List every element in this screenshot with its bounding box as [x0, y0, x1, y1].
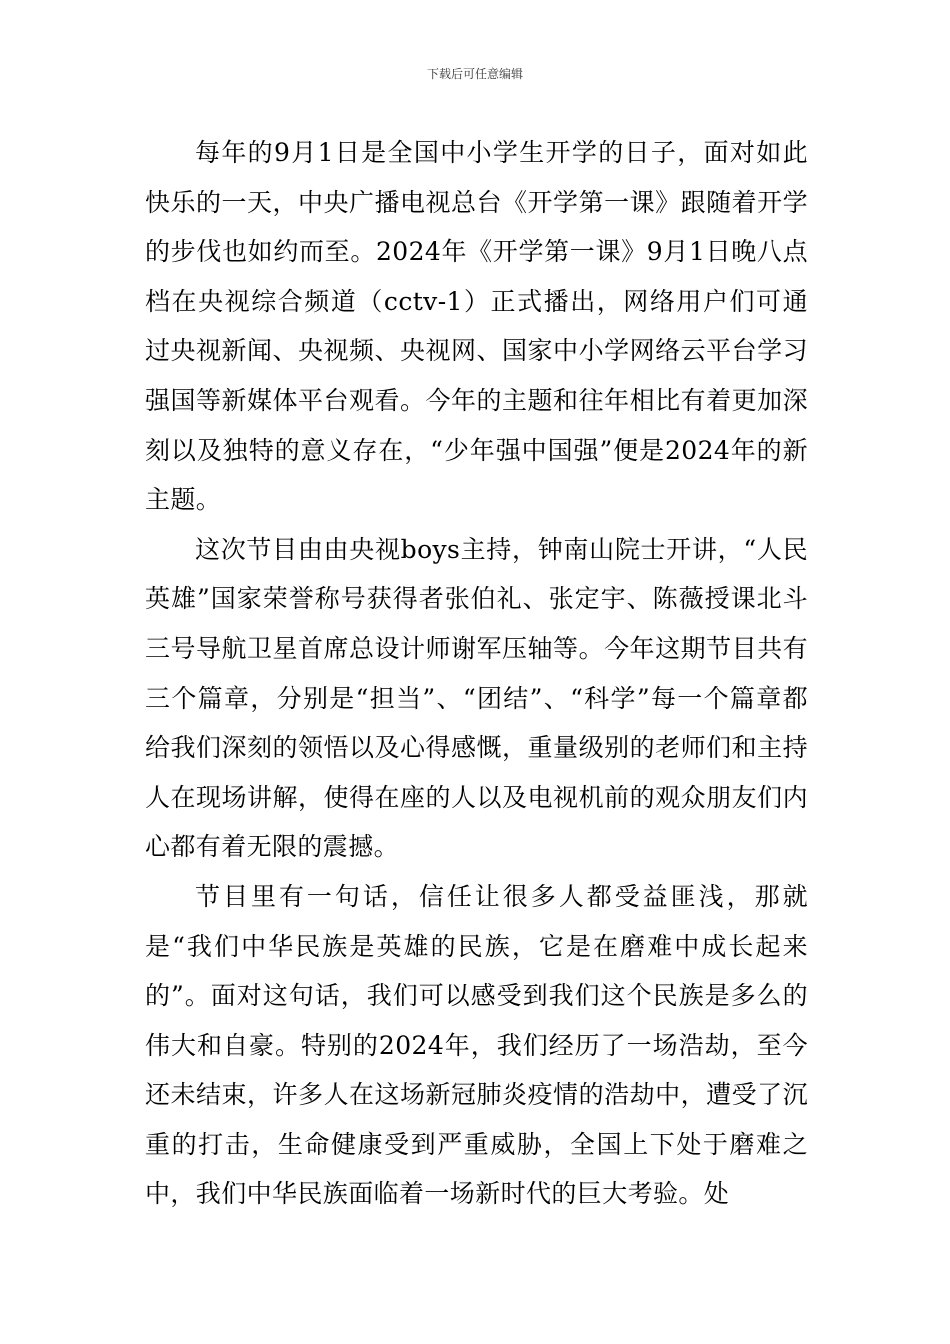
paragraph-1: 每年的9月1日是全国中小学生开学的日子，面对如此快乐的一天，中央广播电视总台《开学第一课》跟随着开学的步伐也如约而至。2024年《开学第一课》9月1日晚八点档在央视综合频道（cctv-1）正式播出，网络用户们可通过央视新闻、央视频、央视网、国家中小学网络云平台学习强国等新媒体平台观看。今年的主题和往年相比有着更加深刻以及独特的意义存在，“少年强中国强”便是2024年的新主题。 [145, 138, 808, 515]
paragraph-3: 节目里有一句话，信任让很多人都受益匪浅，那就是“我们中华民族是英雄的民族，它是在磨难中成长起来的”。面对这句话，我们可以感受到我们这个民族是多么的伟大和自豪。特别的2024年，我们经历了一场浩劫，至今还未结束，许多人在这场新冠肺炎疫情的浩劫中，遭受了沉重的打击，生命健康受到严重威胁，全国上下处于磨难之中，我们中华民族面临着一场新时代的巨大考验。处 [145, 881, 808, 1209]
paragraph-2: 这次节目由由央视boys主持，钟南山院士开讲，“人民英雄”国家荣誉称号获得者张伯礼、张定宇、陈薇授课北斗三号导航卫星首席总设计师谢军压轴等。今年这期节目共有三个篇章，分别是“担当”、“团结”、“科学”每一个篇章都给我们深刻的领悟以及心得感慨，重量级别的老师们和主持人在现场讲解，使得在座的人以及电视机前的观众朋友们内心都有着无限的震撼。 [145, 534, 808, 862]
document-body [145, 128, 808, 1219]
page-header: 下载后可任意编辑 [426, 67, 523, 81]
